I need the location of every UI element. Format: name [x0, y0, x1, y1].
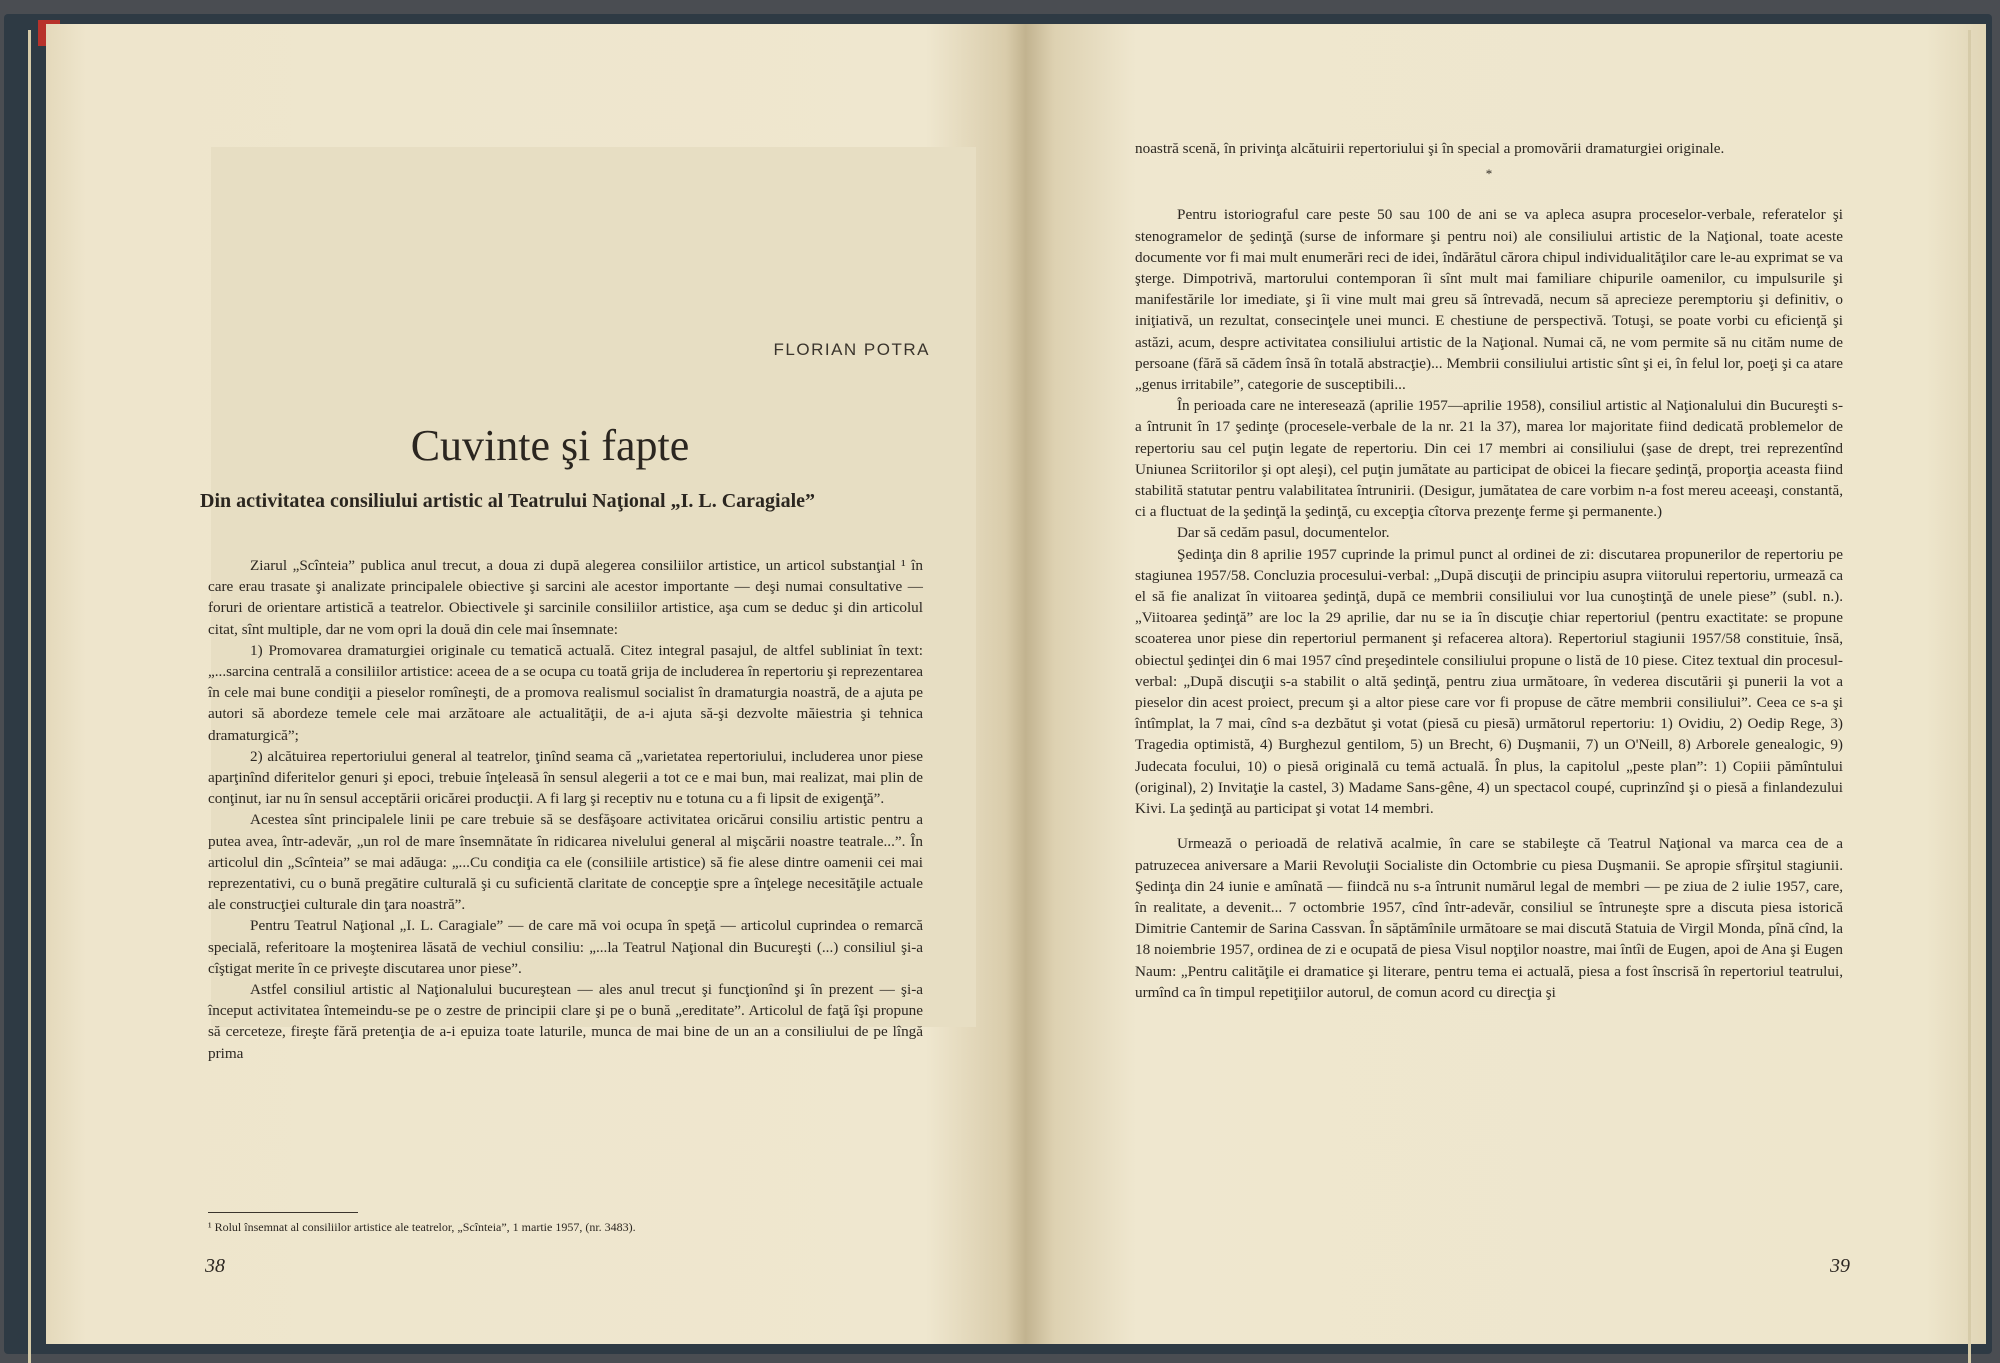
- page-number-right: 39: [1830, 1255, 1850, 1277]
- article-subtitle: Din activitatea consiliului artistic al Teatrului Naţional „I. L. Caragiale”: [200, 490, 815, 512]
- paragraph: Acestea sînt principalele linii pe care trebuie să se desfăşoare activitatea oricărui consiliu artistic pentru a putea avea, într-adevăr, „un rol de mare însemnătate în ridicarea nivelului general al mişcării noastre teatrale...”. În articolul din „Scînteia” se mai adăuga: „...Cu condiţia ca ele (consiliile artistice) să fie alese dintre oamenii cei mai reprezentativi, cu o bună pregătire culturală şi cu suficientă claritate de concepţie spre a înţelege necesităţile actuale ale construcţiei culturale din ţara noastră”.: [208, 811, 923, 914]
- paragraph: Urmează o perioadă de relativă acalmie, în care se stabileşte că Teatrul Naţional va marca cea de a patruzecea aniversare a Marii Revoluţii Socialiste din Octombrie cu piesa Duşmanii. Se apropie sfîrşitul stagiunii. Şedinţa din 24 iunie e amînată — fiindcă nu s-a întrunit numărul legal de membri — pe ziua de 2 iulie 1957, care, în realitate, a devenit... 7 octombrie 1957, cînd într-adevăr, consiliul se întruneşte spre a discuta piesa istorică Dimitrie Cantemir de Sarina Cassvan. În săptămînile următoare se mai discută Statuia de Virgil Monda, pînă cînd, la 18 noiembrie 1957, ordinea de zi e ocupată de piesa Visul nopţilor noastre, mai întîi de Eugen, apoi de Ana şi Eugen Naum: „Pentru calităţile ei dramatice şi literare, pentru tema ei actuală, piesa a fost înscrisă în repertoriul teatrului, urmînd ca în timpul repetiţiilor autorul, de comun acord cu direcţia şi: [1135, 835, 1843, 1001]
- continued-paragraph: noastră scenă, în privinţa alcătuirii repertoriului şi în special a promovării dramaturgiei originale.: [1135, 140, 1725, 157]
- paragraph: Astfel consiliul artistic al Naţionalului bucureştean — ales anul trecut şi funcţionînd şi în prezent — şi-a început activitatea întemeindu-se pe o zestre de principii clare şi pe o bună „ereditate”. Articolul de faţă îşi propune să cerceteze, fireşte fără pretenţia de a-i epuiza toate laturile, munca de mai bine de un an a consiliului de pe lîngă prima: [208, 981, 923, 1062]
- paragraph: Ziarul „Scînteia” publica anul trecut, a doua zi după alegerea consiliilor artistice, un articol substanţial ¹ în care erau trasate şi analizate principalele obiective şi sarcini ale acestor importante — deşi numai consultative — foruri de orientare artistică a teatrelor. Obiectivele şi sarcinile consiliilor artistice, aşa cum se deduc şi din articolul citat, sînt multiple, dar ne vom opri la două din cele mai însemnate:: [208, 557, 923, 638]
- paragraph: Pentru Teatrul Naţional „I. L. Caragiale” — de care mă voi ocupa în speţă — articolul cuprindea o remarcă specială, referitoare la moştenirea lăsată de vechiul consiliu: „...la Teatrul Naţional din Bucureşti (...) consiliul şi-a cîştigat merite în ce priveşte discutarea unor piese”.: [208, 917, 923, 977]
- left-page-body: [208, 555, 923, 1064]
- footnote: ¹ Rolul însemnat al consiliilor artistice ale teatrelor, „Scînteia”, 1 martie 1957, (nr. 3483).: [208, 1220, 636, 1234]
- section-separator: *: [1485, 166, 1493, 182]
- paragraph: Dar să cedăm pasul, documentelor.: [1177, 524, 1390, 542]
- right-page-body: [1135, 138, 1843, 1003]
- paragraph: În perioada care ne interesează (aprilie 1957—aprilie 1958), consiliul artistic al Naţionalului din Bucureşti s-a întrunit în 17 şedinţe (procesele-verbale de la nr. 21 la 37), marea lor majoritate fiind dedicată problemelor de repertoriu sau cel puţin legate de repertoriu. Din cei 17 membri ai consiliului (şase de drept, trei reprezentînd Uniunea Scriitorilor şi opt aleşi), cel puţin jumătate au participat de obicei la fiecare şedinţă, proporţia aceasta fiind stabilită statutar pentru valabilitatea întrunirii. (Desigur, jumătatea de care vorbim n-a fost mereu aceeaşi, constantă, ci a fluctuat de la şedinţă la şedinţă, cu excepţia cîtorva prezenţe ferme şi permanente.): [1135, 397, 1843, 521]
- paragraph: 2) alcătuirea repertoriului general al teatrelor, ţinînd seama că „varietatea repertoriului, includerea unor piese aparţinînd diferitelor genuri şi epoci, trebuie înţeleasă în sensul alegerii a tot ce e mai bun, mai realizat, mai plin de conţinut, iar nu în sensul acceptării oricărei producţii. A fi larg şi receptiv nu e totuna cu a fi lipsit de exigenţă”.: [208, 747, 923, 808]
- page-edge-right: [1968, 30, 1971, 1363]
- paragraph: Pentru istoriograful care peste 50 sau 100 de ani se va apleca asupra proceselor-verbale, referatelor şi stenogramelor de şedinţă (surse de informare şi pentru noi) ale consiliului artistic de la Naţional, toate aceste documente vor fi mai mult enumerări reci de idei, îndărătul cărora chipul individualităţilor care le-au exprimat se va şterge. Dimpotrivă, martorului contemporan îi sînt mult mai familiare chipurile oamenilor, cu impulsurile şi manifestările lor imediate, şi îi vine mult mai greu să întrevadă, necum să aprecieze peremptoriu şi definitiv, o iniţiativă, un rezultat, consecinţele unei munci. E chestiune de perspectivă. Totuşi, se poate vorbi cu eficienţă şi astăzi, acum, despre activitatea consiliului artistic de la Naţional. Numai că, ne vom permite să nu cităm nume de persoane (fără să cădem însă în totală abstracţie)... Membrii consiliului artistic sînt şi ei, în felul lor, poeţi şi ca atare „genus irritabile”, categorie de susceptibili...: [1135, 206, 1843, 394]
- paragraph: 1) Promovarea dramaturgiei originale cu tematică actuală. Citez integral pasajul, de altfel subliniat în text: „...sarcina centrală a consiliilor artistice: aceea de a se ocupa cu toată grija de includerea în repertoriu şi reprezentarea în cele mai bune condiţii a pieselor romîneşti, de a promova realismul socialist în dramaturgia noastră, de a ajuta pe autori să abordeze temele cele mai arzătoare ale actualităţii, de a-i ajuta să-şi dezvolte măiestria şi tehnica dramaturgică”;: [208, 641, 923, 744]
- page-number-left: 38: [205, 1255, 225, 1277]
- paragraph: Şedinţa din 8 aprilie 1957 cuprinde la primul punct al ordinei de zi: discutarea propunerilor de repertoriu pe stagiunea 1957/58. Concluzia procesului-verbal: „După discuţii de principiu asupra viitorului repertoriu, urmează ca el să fie analizat în viitoarea şedinţă, după ce membrii consiliului vor lua cunoştinţă de unele piese” (subl. n.). „Viitoarea şedinţă” are loc la 29 aprilie, dar nu se ia în discuţie chiar repertoriul (pentru exactitate: se propune scoaterea unor piese din repertoriul permanent şi refacerea altora). Repertoriul stagiunii 1957/58 constituie, însă, obiectul şedinţei din 6 mai 1957 cînd preşedintele consiliului propune o listă de 10 piese. Citez textual din procesul-verbal: „După discuţii s-a stabilit o altă şedinţă, pentru ziua următoare, în vederea discutării şi punerii la vot a pieselor din acest proiect, precum şi a altor piese care vor fi propuse de către membrii consiliului”. Ceea ce s-a şi întîmplat, la 7 mai, cînd s-a dezbătut şi votat (piesă cu piesă) următorul repertoriu: 1) Ovidiu, 2) Oedip Rege, 3) Tragedia optimistă, 4) Burghezul gentilom, 5) un Brecht, 6) Duşmanii, 7) un O'Neill, 8) Arborele genealogic, 9) Judecata focului, 10) o piesă originală cu temă actuală. În plus, la capitolul „peste plan”: 1) Copiii pămîntului (original), 2) Invitaţie la castel, 3) Madame Sans-gêne, 4) un spectacol coupé, cuprinzînd şi o piesă a finlandezului Kivi. La şedinţă au participat şi votat 14 membri.: [1135, 545, 1843, 818]
- page-edge-left: [28, 30, 31, 1363]
- footnote-rule: [208, 1212, 358, 1213]
- article-title: Cuvinte şi fapte: [410, 421, 690, 470]
- article-author: FLORIAN POTRA: [773, 340, 930, 359]
